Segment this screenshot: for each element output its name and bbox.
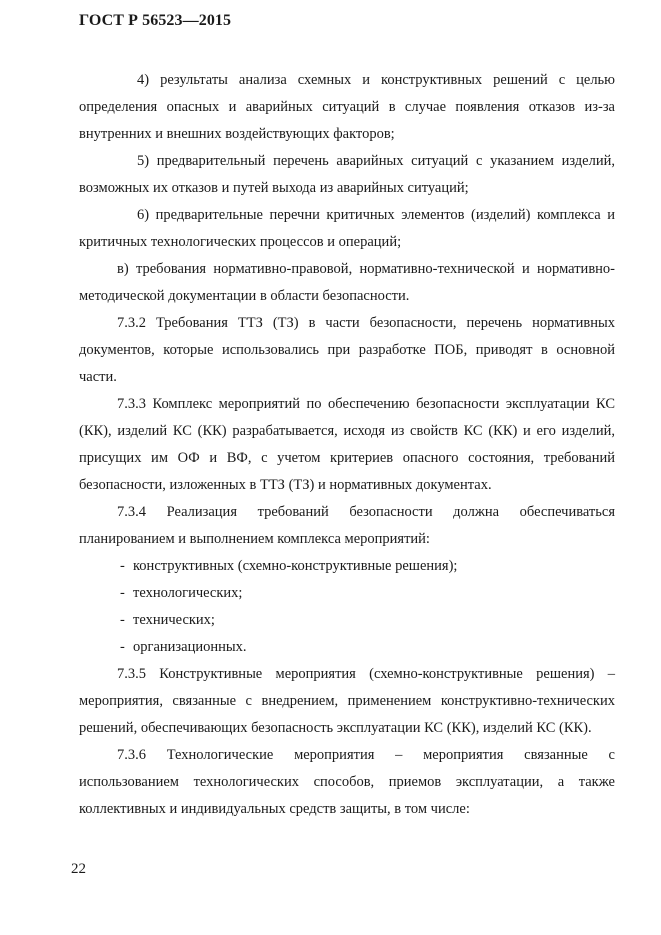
- paragraph-item-6: 6) предварительные перечни критичных элементов (изделий) комплекса и критичных технологических процессов и операций;: [79, 207, 615, 250]
- paragraph-item-5: 5) предварительный перечень аварийных ситуаций с указанием изделий, возможных их отказов и путей выхода из аварийных ситуаций;: [79, 153, 615, 196]
- bullet-marker: -: [120, 558, 125, 574]
- paragraph-7-3-4: 7.3.4 Реализация требований безопасности должна обеспечиваться планированием и выполнением комплекса мероприятий:: [79, 504, 615, 547]
- list-item-text: конструктивных (схемно-конструктивные решения);: [133, 558, 458, 574]
- list-item-text: технических;: [133, 612, 215, 628]
- list-item: [79, 607, 615, 634]
- list-item: [79, 634, 615, 661]
- paragraph-item-4: 4) результаты анализа схемных и конструктивных решений с целью определения опасных и аварийных ситуаций в случае появления отказов из-за внутренних и внешних воздействующих факторов;: [79, 72, 615, 142]
- page-number: 22: [71, 861, 86, 877]
- bullet-marker: -: [120, 612, 125, 628]
- list-item: [79, 553, 615, 580]
- bullet-marker: -: [120, 639, 125, 655]
- document-header: ГОСТ Р 56523—2015: [79, 12, 232, 29]
- document-body: [79, 67, 615, 823]
- paragraph-item-v: в) требования нормативно-правовой, нормативно-технической и нормативно-методической документации в области безопасности.: [79, 261, 615, 304]
- list-item: [79, 580, 615, 607]
- list-item-text: технологических;: [133, 585, 243, 601]
- paragraph-7-3-2: 7.3.2 Требования ТТЗ (ТЗ) в части безопасности, перечень нормативных документов, которые использовались при разработке ПОБ, приводят в основной части.: [79, 315, 615, 385]
- list-item-text: организационных.: [133, 639, 247, 655]
- paragraph-7-3-3: 7.3.3 Комплекс мероприятий по обеспечению безопасности эксплуатации КС (КК), изделий КС (КК) разрабатывается, исходя из свойств КС (КК) и его изделий, присущих им ОФ и ВФ, с учетом критериев опасного состояния, требований безопасности, изложенных в ТТЗ (ТЗ) и нормативных документах.: [79, 396, 615, 493]
- paragraph-7-3-6: 7.3.6 Технологические мероприятия – мероприятия связанные с использованием технологических способов, приемов эксплуатации, а также коллективных и индивидуальных средств защиты, в том числе:: [79, 747, 615, 817]
- paragraph-7-3-5: 7.3.5 Конструктивные мероприятия (схемно-конструктивные решения) – мероприятия, связанные с внедрением, применением конструктивно-технических решений, обеспечивающих безопасность эксплуатации КС (КК), изделий КС (КК).: [79, 666, 615, 736]
- bullet-marker: -: [120, 585, 125, 601]
